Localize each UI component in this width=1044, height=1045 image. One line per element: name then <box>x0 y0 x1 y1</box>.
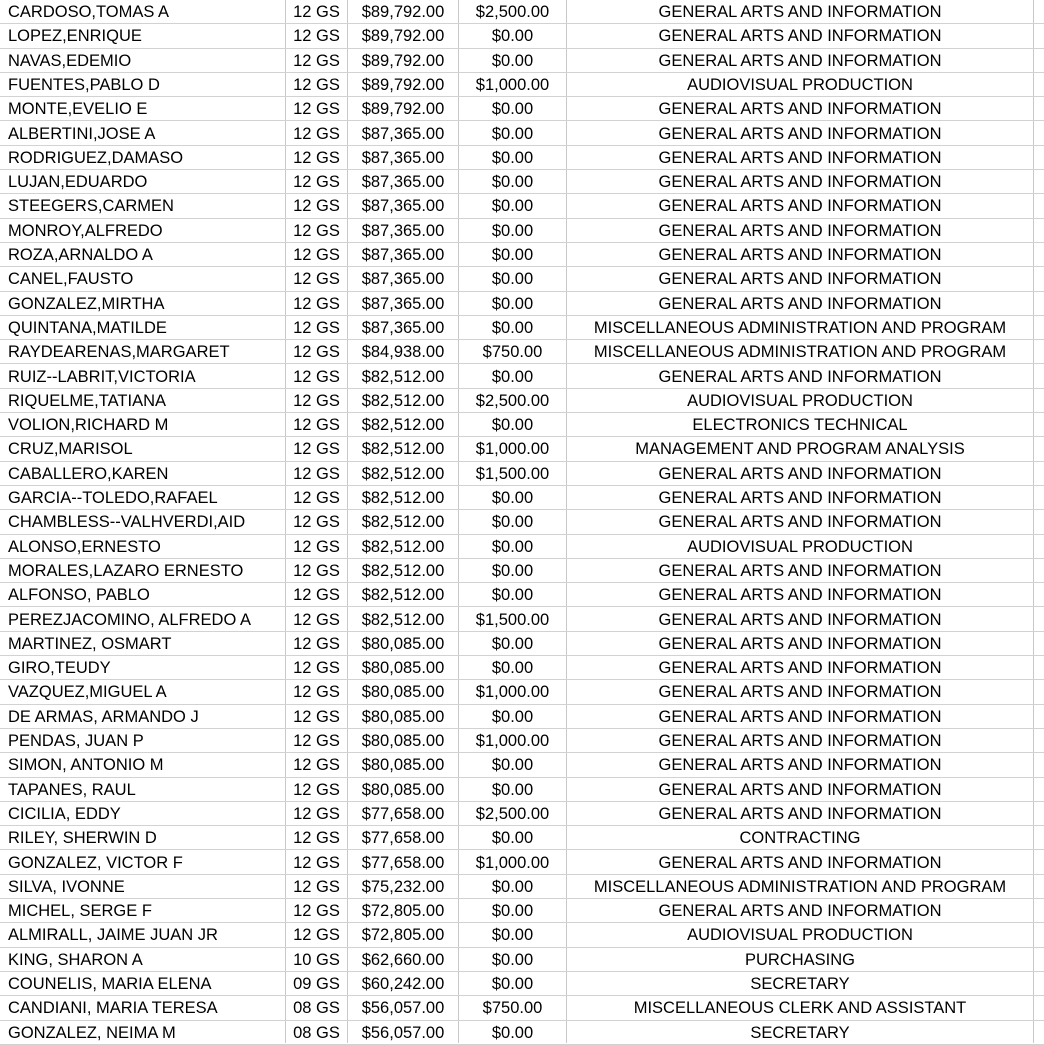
pay-grade-cell[interactable]: 12 GS <box>293 3 340 21</box>
table-row <box>0 753 1044 777</box>
salary-cell[interactable]: $80,085.00 <box>361 634 445 653</box>
employee-name-cell[interactable]: MONTE,EVELIO E <box>8 100 148 119</box>
bonus-cell[interactable]: $0.00 <box>491 707 534 726</box>
employee-name-cell[interactable]: ALFONSO, PABLO <box>8 586 150 605</box>
job-title-cell[interactable]: GENERAL ARTS AND INFORMATION <box>658 100 942 119</box>
employee-name-cell[interactable]: ALBERTINI,JOSE A <box>8 124 156 143</box>
employee-name-cell[interactable]: MONROY,ALFREDO <box>8 221 163 240</box>
job-title-cell[interactable]: MISCELLANEOUS CLERK AND ASSISTANT <box>633 999 967 1018</box>
job-title-cell[interactable]: GENERAL ARTS AND INFORMATION <box>658 513 942 532</box>
job-title-cell[interactable]: GENERAL ARTS AND INFORMATION <box>658 270 942 289</box>
pay-grade-cell[interactable]: 12 GS <box>293 829 340 848</box>
employee-name-cell[interactable]: LOPEZ,ENRIQUE <box>8 27 142 46</box>
employee-name-cell[interactable]: MORALES,LAZARO ERNESTO <box>8 561 244 580</box>
table-row <box>0 462 1044 486</box>
pay-grade-cell[interactable]: 12 GS <box>293 561 340 580</box>
job-title-cell[interactable]: CONTRACTING <box>739 829 861 848</box>
employee-name-cell[interactable]: VAZQUEZ,MIGUEL A <box>8 683 167 702</box>
employee-name-cell[interactable]: CANDIANI, MARIA TERESA <box>8 999 218 1018</box>
salary-cell[interactable]: $80,085.00 <box>361 683 445 702</box>
employee-name-cell[interactable]: NAVAS,EDEMIO <box>8 51 132 70</box>
salary-cell[interactable]: $87,365.00 <box>361 294 445 313</box>
employee-name-cell[interactable]: GARCIA--TOLEDO,RAFAEL <box>8 489 218 507</box>
table-row <box>0 73 1044 97</box>
job-title-cell[interactable]: GENERAL ARTS AND INFORMATION <box>658 464 942 483</box>
salary-cell[interactable]: $82,512.00 <box>361 513 445 532</box>
employee-name-cell[interactable]: CHAMBLESS--VALHVERDI,AID <box>8 513 246 532</box>
salary-cell[interactable]: $87,365.00 <box>361 197 445 216</box>
pay-grade-cell[interactable]: 12 GS <box>293 634 340 653</box>
salary-cell[interactable]: $56,057.00 <box>361 1023 445 1042</box>
employee-name-cell[interactable]: RIQUELME,TATIANA <box>8 391 166 410</box>
table-row <box>0 705 1044 729</box>
salary-cell[interactable]: $87,365.00 <box>361 148 445 167</box>
table-row <box>0 0 1044 24</box>
job-title-cell[interactable]: GENERAL ARTS AND INFORMATION <box>658 780 942 799</box>
job-title-cell[interactable]: GENERAL ARTS AND INFORMATION <box>658 221 942 240</box>
pay-grade-cell[interactable]: 12 GS <box>293 683 340 702</box>
employee-name-cell[interactable]: RODRIGUEZ,DAMASO <box>8 148 184 167</box>
salary-cell[interactable]: $82,512.00 <box>361 464 445 483</box>
pay-grade-cell[interactable]: 08 GS <box>293 999 340 1018</box>
salary-cell[interactable]: $84,938.00 <box>361 343 445 362</box>
table-row <box>0 170 1044 194</box>
bonus-cell[interactable]: $750.00 <box>482 999 543 1018</box>
salary-cell[interactable]: $80,085.00 <box>361 659 445 678</box>
table-row <box>0 97 1044 121</box>
job-title-cell[interactable]: GENERAL ARTS AND INFORMATION <box>658 294 942 313</box>
table-row <box>0 24 1044 48</box>
bonus-cell[interactable]: $0.00 <box>491 416 534 435</box>
bonus-cell[interactable]: $0.00 <box>491 294 534 313</box>
job-title-cell[interactable]: GENERAL ARTS AND INFORMATION <box>658 659 942 678</box>
pay-grade-cell[interactable]: 12 GS <box>293 464 340 483</box>
job-title-cell[interactable]: MANAGEMENT AND PROGRAM ANALYSIS <box>635 440 965 459</box>
employee-name-cell[interactable]: CARDOSO,TOMAS A <box>8 3 170 21</box>
salary-cell[interactable]: $87,365.00 <box>361 318 445 337</box>
salary-cell[interactable]: $82,512.00 <box>361 367 445 386</box>
job-title-cell[interactable]: GENERAL ARTS AND INFORMATION <box>658 707 942 726</box>
employee-name-cell[interactable]: RUIZ--LABRIT,VICTORIA <box>8 367 196 386</box>
salary-cell[interactable]: $89,792.00 <box>361 100 445 119</box>
bonus-cell[interactable]: $1,000.00 <box>475 440 550 459</box>
bonus-cell[interactable]: $0.00 <box>491 100 534 119</box>
salary-cell[interactable]: $82,512.00 <box>361 416 445 435</box>
pay-grade-cell[interactable]: 12 GS <box>293 902 340 921</box>
bonus-cell[interactable]: $750.00 <box>482 343 543 362</box>
pay-grade-cell[interactable]: 12 GS <box>293 780 340 799</box>
employee-name-cell[interactable]: DE ARMAS, ARMANDO J <box>8 707 199 726</box>
job-title-cell[interactable]: GENERAL ARTS AND INFORMATION <box>658 148 942 167</box>
employee-name-cell[interactable]: RAYDEARENAS,MARGARET <box>8 343 230 362</box>
employee-name-cell[interactable]: MARTINEZ, OSMART <box>8 634 172 653</box>
table-row <box>0 680 1044 704</box>
bonus-cell[interactable]: $1,000.00 <box>475 683 550 702</box>
pay-grade-cell[interactable]: 12 GS <box>293 537 340 556</box>
salary-cell[interactable]: $89,792.00 <box>361 51 445 70</box>
job-title-cell[interactable]: ELECTRONICS TECHNICAL <box>692 416 908 435</box>
pay-grade-cell[interactable]: 12 GS <box>293 926 340 945</box>
employee-name-cell[interactable]: GONZALEZ, NEIMA M <box>8 1023 176 1042</box>
table-row <box>0 389 1044 413</box>
table-row <box>0 292 1044 316</box>
bonus-cell[interactable]: $0.00 <box>491 513 534 532</box>
bonus-cell[interactable]: $1,500.00 <box>475 610 550 629</box>
job-title-cell[interactable]: MISCELLANEOUS ADMINISTRATION AND PROGRAM <box>593 877 1007 896</box>
bonus-cell[interactable]: $0.00 <box>491 561 534 580</box>
salary-cell[interactable]: $62,660.00 <box>361 950 445 969</box>
job-title-cell[interactable]: GENERAL ARTS AND INFORMATION <box>658 610 942 629</box>
salary-cell[interactable]: $80,085.00 <box>361 732 445 750</box>
pay-grade-cell[interactable]: 09 GS <box>293 975 340 993</box>
salary-cell[interactable]: $77,658.00 <box>361 804 445 823</box>
table-row <box>0 316 1044 340</box>
job-title-cell[interactable]: GENERAL ARTS AND INFORMATION <box>658 683 942 702</box>
employee-name-cell[interactable]: MICHEL, SERGE F <box>8 902 152 921</box>
pay-grade-cell[interactable]: 12 GS <box>293 148 340 167</box>
job-title-cell[interactable]: AUDIOVISUAL PRODUCTION <box>687 391 913 410</box>
table-row <box>0 365 1044 389</box>
bonus-cell[interactable]: $0.00 <box>491 975 534 993</box>
salary-cell[interactable]: $89,792.00 <box>361 75 445 94</box>
table-row <box>0 996 1044 1020</box>
employee-name-cell[interactable]: RILEY, SHERWIN D <box>8 829 157 848</box>
pay-grade-cell[interactable]: 12 GS <box>293 707 340 726</box>
table-row <box>0 535 1044 559</box>
job-title-cell[interactable]: GENERAL ARTS AND INFORMATION <box>658 197 942 216</box>
bonus-cell[interactable]: $0.00 <box>491 829 534 848</box>
salary-cell[interactable]: $82,512.00 <box>361 391 445 410</box>
bonus-cell[interactable]: $0.00 <box>491 27 534 46</box>
salary-cell[interactable]: $82,512.00 <box>361 537 445 556</box>
bonus-cell[interactable]: $0.00 <box>491 270 534 289</box>
employee-name-cell[interactable]: GONZALEZ,MIRTHA <box>8 294 165 313</box>
salary-cell[interactable]: $80,085.00 <box>361 780 445 799</box>
job-title-cell[interactable]: MISCELLANEOUS ADMINISTRATION AND PROGRAM <box>593 343 1007 362</box>
table-row <box>0 243 1044 267</box>
table-row <box>0 219 1044 243</box>
job-title-cell[interactable]: GENERAL ARTS AND INFORMATION <box>658 756 942 775</box>
bonus-cell[interactable]: $0.00 <box>491 148 534 167</box>
table-row <box>0 802 1044 826</box>
pay-grade-cell[interactable]: 12 GS <box>293 51 340 70</box>
pay-grade-cell[interactable]: 12 GS <box>293 75 340 94</box>
table-row <box>0 583 1044 607</box>
salary-cell[interactable]: $80,085.00 <box>361 707 445 726</box>
bonus-cell[interactable]: $0.00 <box>491 246 534 264</box>
job-title-cell[interactable]: GENERAL ARTS AND INFORMATION <box>658 124 942 143</box>
employee-name-cell[interactable]: SILVA, IVONNE <box>8 877 125 896</box>
employee-name-cell[interactable]: TAPANES, RAUL <box>8 780 136 799</box>
table-row <box>0 122 1044 146</box>
employee-name-cell[interactable]: FUENTES,PABLO D <box>8 75 160 94</box>
employee-name-cell[interactable]: LUJAN,EDUARDO <box>8 173 148 192</box>
bonus-cell[interactable]: $0.00 <box>491 877 534 896</box>
table-row <box>0 608 1044 632</box>
bonus-cell[interactable]: $0.00 <box>491 1023 534 1042</box>
pay-grade-cell[interactable]: 12 GS <box>293 270 340 289</box>
bonus-cell[interactable]: $0.00 <box>491 367 534 386</box>
pay-grade-cell[interactable]: 12 GS <box>293 756 340 775</box>
bonus-cell[interactable]: $0.00 <box>491 926 534 945</box>
job-title-cell[interactable]: GENERAL ARTS AND INFORMATION <box>658 27 942 46</box>
pay-grade-cell[interactable]: 12 GS <box>293 343 340 362</box>
pay-grade-cell[interactable]: 12 GS <box>293 124 340 143</box>
job-title-cell[interactable]: GENERAL ARTS AND INFORMATION <box>658 804 942 823</box>
job-title-cell[interactable]: PURCHASING <box>744 950 855 969</box>
table-row <box>0 194 1044 218</box>
pay-grade-cell[interactable]: 12 GS <box>293 27 340 46</box>
pay-grade-cell[interactable]: 10 GS <box>293 950 340 969</box>
pay-grade-cell[interactable]: 12 GS <box>293 732 340 750</box>
table-row <box>0 413 1044 437</box>
table-row <box>0 923 1044 947</box>
salary-cell[interactable]: $82,512.00 <box>361 440 445 459</box>
bonus-cell[interactable]: $0.00 <box>491 221 534 240</box>
table-row <box>0 826 1044 850</box>
salary-cell[interactable]: $72,805.00 <box>361 902 445 921</box>
bonus-cell[interactable]: $0.00 <box>491 173 534 192</box>
bonus-cell[interactable]: $0.00 <box>491 659 534 678</box>
job-title-cell[interactable]: GENERAL ARTS AND INFORMATION <box>658 634 942 653</box>
table-row <box>0 49 1044 73</box>
pay-grade-cell[interactable]: 12 GS <box>293 610 340 629</box>
salary-cell[interactable]: $87,365.00 <box>361 124 445 143</box>
employee-name-cell[interactable]: STEEGERS,CARMEN <box>8 197 174 216</box>
pay-grade-cell[interactable]: 12 GS <box>293 100 340 119</box>
bonus-cell[interactable]: $0.00 <box>491 634 534 653</box>
bonus-cell[interactable]: $0.00 <box>491 489 534 507</box>
salary-cell[interactable]: $75,232.00 <box>361 877 445 896</box>
salary-cell[interactable]: $82,512.00 <box>361 561 445 580</box>
employee-name-cell[interactable]: ROZA,ARNALDO A <box>8 246 153 264</box>
employee-name-cell[interactable]: CICILIA, EDDY <box>8 804 121 823</box>
employee-name-cell[interactable]: ALMIRALL, JAIME JUAN JR <box>8 926 218 945</box>
salary-cell[interactable]: $87,365.00 <box>361 221 445 240</box>
job-title-cell[interactable]: GENERAL ARTS AND INFORMATION <box>658 3 942 21</box>
table-row <box>0 948 1044 972</box>
job-title-cell[interactable]: GENERAL ARTS AND INFORMATION <box>658 173 942 192</box>
table-row <box>0 851 1044 875</box>
table-row <box>0 1021 1044 1045</box>
bonus-cell[interactable]: $0.00 <box>491 51 534 70</box>
bonus-cell[interactable]: $1,000.00 <box>475 75 550 94</box>
job-title-cell[interactable]: AUDIOVISUAL PRODUCTION <box>687 75 913 94</box>
table-row <box>0 778 1044 802</box>
salary-cell[interactable]: $77,658.00 <box>361 829 445 848</box>
employee-name-cell[interactable]: CABALLERO,KAREN <box>8 464 169 483</box>
job-title-cell[interactable]: GENERAL ARTS AND INFORMATION <box>658 586 942 605</box>
pay-grade-cell[interactable]: 12 GS <box>293 586 340 605</box>
job-title-cell[interactable]: GENERAL ARTS AND INFORMATION <box>658 853 942 872</box>
employee-name-cell[interactable]: ALONSO,ERNESTO <box>8 537 161 556</box>
pay-grade-cell[interactable]: 12 GS <box>293 173 340 192</box>
job-title-cell[interactable]: GENERAL ARTS AND INFORMATION <box>658 367 942 386</box>
job-title-cell[interactable]: AUDIOVISUAL PRODUCTION <box>687 537 913 556</box>
pay-grade-cell[interactable]: 12 GS <box>293 659 340 678</box>
bonus-cell[interactable]: $0.00 <box>491 124 534 143</box>
salary-cell[interactable]: $60,242.00 <box>361 975 445 993</box>
pay-grade-cell[interactable]: 12 GS <box>293 489 340 507</box>
pay-grade-cell[interactable]: 12 GS <box>293 440 340 459</box>
salary-cell[interactable]: $82,512.00 <box>361 489 445 507</box>
table-row <box>0 559 1044 583</box>
table-row <box>0 972 1044 996</box>
pay-grade-cell[interactable]: 12 GS <box>293 367 340 386</box>
table-row <box>0 656 1044 680</box>
bonus-cell[interactable]: $0.00 <box>491 586 534 605</box>
salary-cell[interactable]: $87,365.00 <box>361 270 445 289</box>
pay-grade-cell[interactable]: 12 GS <box>293 853 340 872</box>
bonus-cell[interactable]: $0.00 <box>491 902 534 921</box>
employee-name-cell[interactable]: SIMON, ANTONIO M <box>8 756 164 775</box>
pay-grade-cell[interactable]: 12 GS <box>293 391 340 410</box>
job-title-cell[interactable]: GENERAL ARTS AND INFORMATION <box>658 902 942 921</box>
table-row <box>0 899 1044 923</box>
table-row <box>0 267 1044 291</box>
salary-cell[interactable]: $87,365.00 <box>361 246 445 264</box>
job-title-cell[interactable]: SECRETARY <box>750 975 850 993</box>
salary-cell[interactable]: $56,057.00 <box>361 999 445 1018</box>
pay-grade-cell[interactable]: 12 GS <box>293 246 340 264</box>
employee-name-cell[interactable]: GONZALEZ, VICTOR F <box>8 853 183 872</box>
salary-cell[interactable]: $77,658.00 <box>361 853 445 872</box>
pay-grade-cell[interactable]: 08 GS <box>293 1023 340 1042</box>
employee-name-cell[interactable]: VOLION,RICHARD M <box>8 416 169 435</box>
salary-cell[interactable]: $89,792.00 <box>361 27 445 46</box>
bonus-cell[interactable]: $0.00 <box>491 318 534 337</box>
table-row <box>0 340 1044 364</box>
job-title-cell[interactable]: AUDIOVISUAL PRODUCTION <box>687 926 913 945</box>
employee-name-cell[interactable]: CRUZ,MARISOL <box>8 440 133 459</box>
bonus-cell[interactable]: $1,000.00 <box>475 853 550 872</box>
employee-name-cell[interactable]: KING, SHARON A <box>8 950 143 969</box>
pay-grade-cell[interactable]: 12 GS <box>293 416 340 435</box>
table-row <box>0 510 1044 534</box>
bonus-cell[interactable]: $0.00 <box>491 780 534 799</box>
employee-name-cell[interactable]: PENDAS, JUAN P <box>8 732 144 750</box>
table-row <box>0 729 1044 753</box>
bonus-cell[interactable]: $1,500.00 <box>475 464 550 483</box>
pay-grade-cell[interactable]: 12 GS <box>293 294 340 313</box>
job-title-cell[interactable]: MISCELLANEOUS ADMINISTRATION AND PROGRAM <box>593 318 1007 337</box>
employee-name-cell[interactable]: COUNELIS, MARIA ELENA <box>8 975 212 993</box>
employee-name-cell[interactable]: CANEL,FAUSTO <box>8 270 134 289</box>
pay-grade-cell[interactable]: 12 GS <box>293 513 340 532</box>
salary-cell[interactable]: $80,085.00 <box>361 756 445 775</box>
job-title-cell[interactable]: GENERAL ARTS AND INFORMATION <box>658 732 942 750</box>
job-title-cell[interactable]: SECRETARY <box>750 1023 850 1042</box>
pay-grade-cell[interactable]: 12 GS <box>293 318 340 337</box>
salary-cell[interactable]: $82,512.00 <box>361 586 445 605</box>
employee-name-cell[interactable]: QUINTANA,MATILDE <box>8 318 167 337</box>
bonus-cell[interactable]: $2,500.00 <box>475 3 550 21</box>
bonus-cell[interactable]: $0.00 <box>491 197 534 216</box>
pay-grade-cell[interactable]: 12 GS <box>293 197 340 216</box>
pay-grade-cell[interactable]: 12 GS <box>293 221 340 240</box>
bonus-cell[interactable]: $0.00 <box>491 537 534 556</box>
table-row <box>0 437 1044 461</box>
salary-cell[interactable]: $87,365.00 <box>361 173 445 192</box>
job-title-cell[interactable]: GENERAL ARTS AND INFORMATION <box>658 246 942 264</box>
table-row <box>0 875 1044 899</box>
bonus-cell[interactable]: $1,000.00 <box>475 732 550 750</box>
job-title-cell[interactable]: GENERAL ARTS AND INFORMATION <box>658 561 942 580</box>
table-row <box>0 632 1044 656</box>
bonus-cell[interactable]: $2,500.00 <box>475 804 550 823</box>
bonus-cell[interactable]: $0.00 <box>491 756 534 775</box>
table-row <box>0 486 1044 510</box>
pay-grade-cell[interactable]: 12 GS <box>293 877 340 896</box>
job-title-cell[interactable]: GENERAL ARTS AND INFORMATION <box>658 489 942 507</box>
salary-cell[interactable]: $82,512.00 <box>361 610 445 629</box>
employee-name-cell[interactable]: GIRO,TEUDY <box>8 659 111 678</box>
employee-name-cell[interactable]: PEREZJACOMINO, ALFREDO A <box>8 610 251 629</box>
job-title-cell[interactable]: GENERAL ARTS AND INFORMATION <box>658 51 942 70</box>
bonus-cell[interactable]: $2,500.00 <box>475 391 550 410</box>
bonus-cell[interactable]: $0.00 <box>491 950 534 969</box>
salary-cell[interactable]: $89,792.00 <box>361 3 445 21</box>
pay-grade-cell[interactable]: 12 GS <box>293 804 340 823</box>
table-row <box>0 146 1044 170</box>
salary-cell[interactable]: $72,805.00 <box>361 926 445 945</box>
